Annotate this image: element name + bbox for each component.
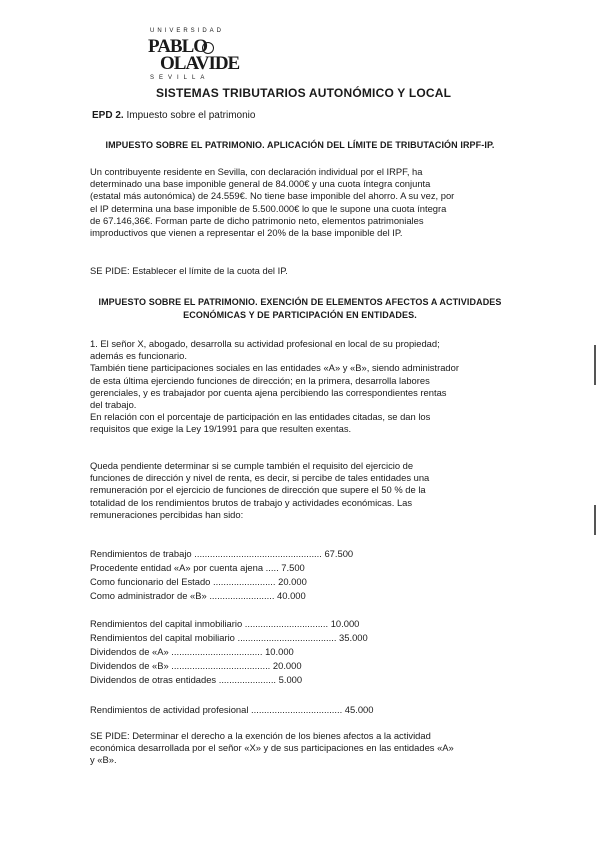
section2-heading-line: IMPUESTO SOBRE EL PATRIMONIO. EXENCIÓN DE ELEMENTOS AFECTOS A ACTIVIDADES xyxy=(98,297,502,307)
paragraph-line: Queda pendiente determinar si se cumple también el requisito del ejercicio de xyxy=(90,460,414,471)
income-row: Como administrador de «B» ......................... 40.000 xyxy=(90,590,306,601)
logo-name-line2: OLAVIDE xyxy=(160,53,240,74)
scan-margin-mark xyxy=(594,345,596,385)
paragraph-line: de 67.146,36€. Forman parte de dicho patrimonio neto, elementos patrimoniales xyxy=(90,214,424,226)
section2-paragraph1 xyxy=(90,338,510,436)
section1-heading: IMPUESTO SOBRE EL PATRIMONIO. APLICACIÓN DEL LÍMITE DE TRIBUTACIÓN IRPF-IP. xyxy=(105,140,495,150)
section2-heading xyxy=(90,296,510,322)
paragraph-line: En relación con el porcentaje de participación en las entidades citadas, se dan los xyxy=(90,411,431,423)
paragraph-line: además es funcionario. xyxy=(90,350,187,362)
paragraph-line: 1. El señor X, abogado, desarrolla su actividad profesional en local de su propiedad; xyxy=(90,338,440,349)
section2-paragraph2 xyxy=(90,460,510,521)
university-logo xyxy=(140,28,240,88)
income-row: Rendimientos de trabajo ................................................. 67.500 xyxy=(90,548,354,559)
logo-university-text: UNIVERSIDAD xyxy=(150,28,225,34)
logo-name-line1: PABLO xyxy=(148,36,208,57)
income-row: Procedente entidad «A» por cuenta ajena ..... 7.500 xyxy=(90,562,305,573)
section1-question: SE PIDE: Establecer el límite de la cuota del IP. xyxy=(90,265,288,276)
paragraph-line: SE PIDE: Determinar el derecho a la exención de los bienes afectos a la actividad xyxy=(90,730,431,741)
paragraph-line: improductivos que vienen a representar el 20% de la base imponible del IP. xyxy=(90,227,403,239)
section2-heading-line: ECONÓMICAS Y DE PARTICIPACIÓN EN ENTIDADES. xyxy=(183,310,417,320)
paragraph-line: funciones de dirección y nivel de renta, es decir, si percibe de tales entidades una xyxy=(90,472,430,484)
paragraph-line: requisitos que exige la Ley 19/1991 para que resulten exentas. xyxy=(90,423,352,435)
logo-city-text: SEVILLA xyxy=(150,75,210,81)
income-row: Dividendos de otras entidades ...................... 5.000 xyxy=(90,674,303,685)
paragraph-line: determinado una base imponible general de 84.000€ y una cuota íntegra conjunta xyxy=(90,178,431,190)
paragraph-line: Un contribuyente residente en Sevilla, con declaración individual por el IRPF, ha xyxy=(90,166,423,177)
income-row: Rendimientos del capital inmobiliario ................................ 10.000 xyxy=(90,618,360,629)
section1-paragraph xyxy=(90,166,510,239)
paragraph-line: (estatal más autonómica) de 24.559€. No tiene base imponible del ahorro. A su vez, por xyxy=(90,190,455,202)
epd-subject: Impuesto sobre el patrimonio xyxy=(126,110,256,121)
income-row: Rendimientos del capital mobiliario ...................................... 35.000 xyxy=(90,632,368,643)
document-title: SISTEMAS TRIBUTARIOS AUTONÓMICO Y LOCAL xyxy=(156,86,452,100)
paragraph-line: remuneración por el ejercicio de funciones de dirección que supere el 50 % de la xyxy=(90,484,426,496)
epd-line xyxy=(92,110,255,121)
scan-margin-mark xyxy=(594,505,596,535)
income-row: Dividendos de «A» ................................... 10.000 xyxy=(90,646,294,657)
paragraph-line: del trabajo. xyxy=(90,399,137,411)
paragraph-line: gerenciales, y es trabajador por cuenta ajena percibiendo las correspondientes rentas xyxy=(90,386,447,398)
section2-question xyxy=(90,730,510,767)
income-row: Como funcionario del Estado ........................ 20.000 xyxy=(90,576,307,587)
paragraph-line: económica desarrollada por el señor «X» y de sus participaciones en las entidades «A» xyxy=(90,742,454,754)
income-row: Rendimientos de actividad profesional ................................... 45.000 xyxy=(90,704,374,715)
paragraph-line: de esta última ejerciendo funciones de dirección; en la primera, desarrolla labores xyxy=(90,374,430,386)
paragraph-line: totalidad de los rendimientos brutos de trabajo y actividades económicas. Las xyxy=(90,496,413,508)
income-row: Dividendos de «B» ...................................... 20.000 xyxy=(90,660,302,671)
paragraph-line: el IP determina una base imponible de 5.500.000€ lo que le supone una cuota íntegra xyxy=(90,202,447,214)
paragraph-line: y «B». xyxy=(90,754,117,766)
epd-label: EPD 2. xyxy=(92,110,124,121)
paragraph-line: También tiene participaciones sociales en las entidades «A» y «B», siendo administrador xyxy=(90,362,459,374)
paragraph-line: remuneraciones percibidas han sido: xyxy=(90,508,244,520)
